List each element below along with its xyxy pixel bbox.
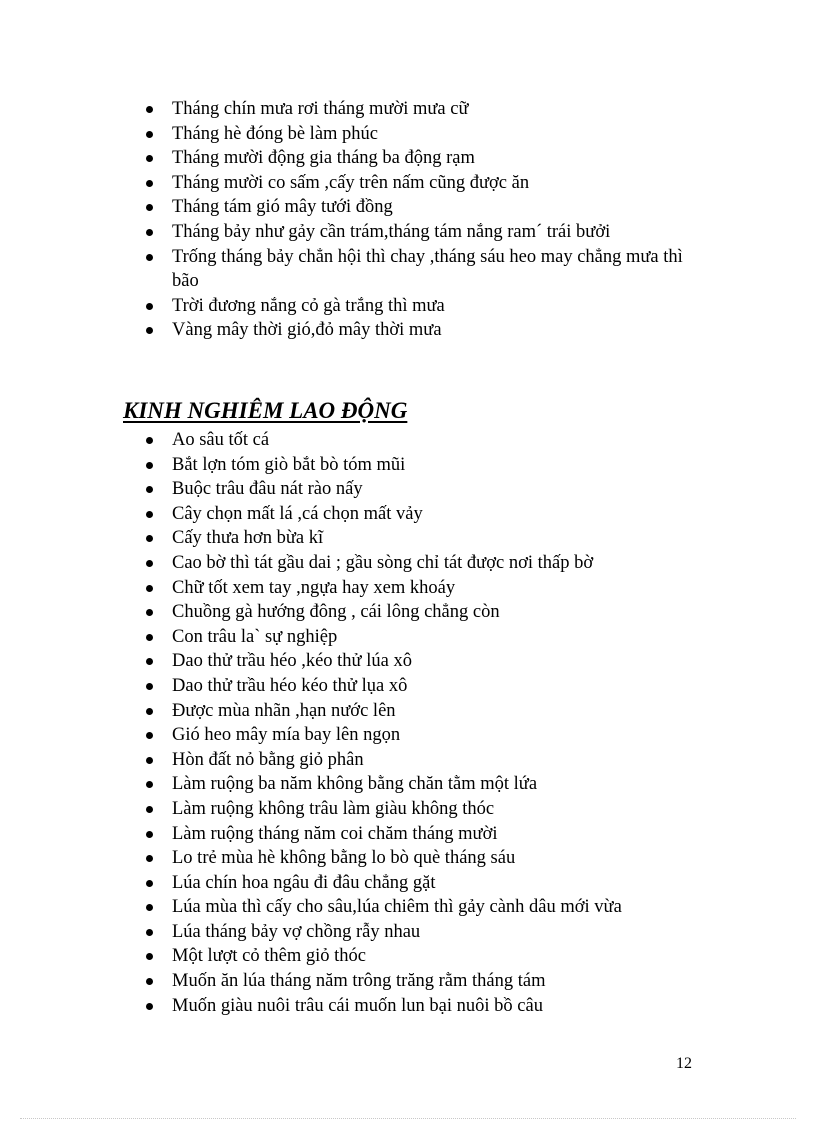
bullet-icon	[146, 437, 153, 444]
bullet-icon	[146, 978, 153, 985]
list-item-text: Ao sâu tốt cá	[172, 430, 270, 450]
list-item-text: Tháng chín mưa rơi tháng mười mưa cữ	[172, 99, 469, 119]
list-item	[140, 920, 700, 945]
bullet-icon	[146, 511, 153, 518]
bullet-icon	[146, 806, 153, 813]
bullet-icon	[146, 254, 153, 261]
list-item	[140, 245, 700, 294]
weather-proverb-list	[140, 97, 700, 343]
list-item-text: Bắt lợn tóm giò bắt bò tóm mũi	[172, 454, 406, 475]
list-item-text: Trời đương nắng cỏ gà trắng thì mưa	[172, 295, 445, 316]
bullet-icon	[146, 658, 153, 665]
bullet-icon	[146, 180, 153, 187]
list-item-text: Con trâu la` sự nghiệp	[172, 626, 338, 647]
list-item	[140, 97, 700, 122]
bullet-icon	[146, 462, 153, 469]
list-item	[140, 171, 700, 196]
bullet-icon	[146, 106, 153, 113]
list-item	[140, 871, 700, 896]
section-heading: KINH NGHIÊM LAO ĐỘNG	[123, 398, 408, 423]
list-item-text: Dao thử trầu héo ,kéo thử lúa xô	[172, 651, 412, 672]
list-item-text: Tháng mười co sấm ,cấy trên nấm cũng được ăn	[172, 172, 530, 193]
bullet-icon	[146, 535, 153, 542]
list-item	[140, 944, 700, 969]
list-item-text: Một lượt cỏ thêm giỏ thóc	[172, 946, 366, 967]
bullet-icon	[146, 634, 153, 641]
bullet-icon	[146, 929, 153, 936]
list-item-text: Cấy thưa hơn bừa kĩ	[172, 528, 324, 549]
bullet-icon	[146, 953, 153, 960]
bullet-icon	[146, 855, 153, 862]
bullet-icon	[146, 303, 153, 310]
list-item-text: Lúa tháng bảy vợ chồng rẫy nhau	[172, 921, 421, 942]
list-item-text: Cây chọn mất lá ,cá chọn mất vảy	[172, 503, 423, 524]
list-item-text: Làm ruộng tháng năm coi chăm tháng mười	[172, 823, 498, 844]
bullet-icon	[146, 560, 153, 567]
labor-proverb-list	[140, 428, 700, 1018]
list-item-text: Muốn ăn lúa tháng năm trông trăng rằm tháng tám	[172, 971, 546, 992]
list-item-text: Chuồng gà hướng đông , cái lông chẳng còn	[172, 602, 500, 623]
list-item-text: Làm ruộng ba năm không bằng chăn tằm một lứa	[172, 774, 538, 795]
list-item	[140, 220, 700, 245]
bullet-icon	[146, 708, 153, 715]
list-item	[140, 846, 700, 871]
list-item-text: Làm ruộng không trâu làm giàu không thóc	[172, 798, 495, 819]
bullet-icon	[146, 831, 153, 838]
list-item-text: Chữ tốt xem tay ,ngựa hay xem khoáy	[172, 577, 456, 598]
list-item	[140, 772, 700, 797]
list-item	[140, 797, 700, 822]
list-item	[140, 674, 700, 699]
bullet-icon	[146, 880, 153, 887]
list-item-text: Buộc trâu đâu nát rào nấy	[172, 479, 363, 500]
list-item-text: Trống tháng bảy chẳn hội thì chay ,tháng sáu heo may chẳng mưa thì bão	[172, 246, 683, 292]
list-item	[140, 428, 700, 453]
list-item	[140, 318, 700, 343]
list-item	[140, 969, 700, 994]
bullet-icon	[146, 131, 153, 138]
list-item	[140, 699, 700, 724]
list-item-text: Tháng hè đóng bè làm phúc	[172, 123, 379, 144]
bullet-icon	[146, 1003, 153, 1010]
list-item-text: Cao bờ thì tát gầu dai ; gầu sòng chỉ tát được nơi thấp bờ	[172, 552, 594, 573]
list-item	[140, 146, 700, 171]
bullet-icon	[146, 904, 153, 911]
list-item	[140, 600, 700, 625]
bullet-icon	[146, 732, 153, 739]
list-item	[140, 748, 700, 773]
bullet-icon	[146, 204, 153, 211]
list-item	[140, 526, 700, 551]
list-item-text: Vàng mây thời gió,đỏ mây thời mưa	[172, 320, 442, 341]
bullet-icon	[146, 585, 153, 592]
list-item-text: Gió heo mây mía bay lên ngọn	[172, 725, 401, 746]
list-item	[140, 453, 700, 478]
list-item	[140, 994, 700, 1019]
bullet-icon	[146, 781, 153, 788]
list-item-text: Lúa mùa thì cấy cho sâu,lúa chiêm thì gảy cành dâu mới vừa	[172, 897, 622, 918]
list-item-text: Tháng bảy như gảy cần trám,tháng tám nắng ram´ trái bưởi	[172, 221, 611, 242]
list-item	[140, 477, 700, 502]
list-item-text: Tháng tám gió mây tưới đồng	[172, 197, 393, 218]
bullet-icon	[146, 683, 153, 690]
list-item	[140, 822, 700, 847]
list-item	[140, 195, 700, 220]
list-item-text: Hòn đất nỏ bằng giỏ phân	[172, 749, 364, 770]
page-number: 12	[676, 1055, 692, 1072]
list-item-text: Muốn giàu nuôi trâu cái muốn lun bại nuôi bồ câu	[172, 995, 543, 1016]
list-item	[140, 576, 700, 601]
list-item	[140, 895, 700, 920]
list-item	[140, 294, 700, 319]
bullet-icon	[146, 229, 153, 236]
list-item	[140, 122, 700, 147]
list-item-text: Lo trẻ mùa hè không bằng lo bò què tháng sáu	[172, 848, 516, 869]
list-item-text: Dao thử trầu héo kéo thử lụa xô	[172, 675, 408, 696]
bullet-icon	[146, 327, 153, 334]
list-item	[140, 625, 700, 650]
list-item-text: Lúa chín hoa ngâu đi đâu chẳng gặt	[172, 872, 436, 893]
list-item-text: Được mùa nhãn ,hạn nước lên	[172, 700, 396, 721]
bullet-icon	[146, 155, 153, 162]
page-edge-divider	[20, 1118, 796, 1119]
bullet-icon	[146, 757, 153, 764]
list-item	[140, 551, 700, 576]
bullet-icon	[146, 486, 153, 493]
list-item	[140, 502, 700, 527]
list-item-text: Tháng mười động gia tháng ba động rạm	[172, 148, 475, 169]
list-item	[140, 649, 700, 674]
bullet-icon	[146, 609, 153, 616]
list-item	[140, 723, 700, 748]
